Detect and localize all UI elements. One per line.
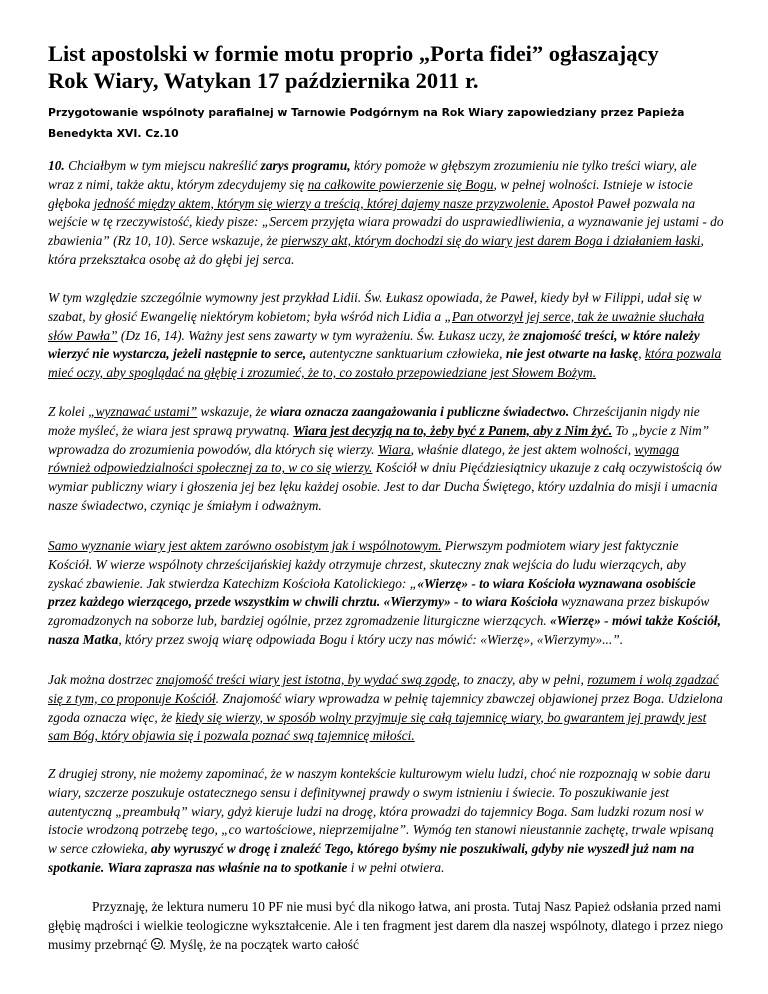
text-run: Apostoł Paweł pozwala na wejście w tę rzeczywistość, kiedy pisze: „Sercem przyjęta wiara prowadzi do usprawiedliwienia, a wyznawanie jej ustami - do zbawienia” (Rz 10, 10). Serce wskazuje, że <box>48 195 724 249</box>
text-run: wyznawana przez biskupów zgromadzonych na soborze lub, bardziej ogólnie, przez zgromadzenie liturgiczne wierzących. <box>48 594 710 629</box>
text-run: Chciałbym w tym miejscu nakreślić <box>64 158 261 173</box>
bold-run: Wiara zaprasza nas właśnie na to spotkanie <box>107 859 348 875</box>
text-run: , w pełnej wolności. Istnieje w istocie głęboka <box>48 176 693 211</box>
bold-run: «Wierzę» - mówi także Kościół, nasza Matka <box>48 613 721 647</box>
text-run: W tym względzie szczególnie wymowny jest przykład Lidii. Św. Łukasz opowiada, że Paweł, kiedy był w Filippi, udał się w szabat, by głosić Ewangelię niektórym kobietom; była wśród nich Lidia a „ <box>48 290 702 324</box>
text-run: . Myślę, że na początek warto całość <box>162 936 359 952</box>
underlined-run: pierwszy akt, którym dochodzi się do wiary jest darem Boga i działaniem łaski <box>281 233 701 249</box>
underlined-run: Wiara <box>377 441 411 457</box>
title-line-2: Rok Wiary, Watykan 17 października 2011 r. <box>48 68 479 93</box>
underlined-run: znajomość treści wiary jest istotna, by wydać swą zgodę <box>156 672 457 687</box>
text-run: , to znaczy, aby w pełni, <box>456 672 588 687</box>
text-run: Kościół w dniu Pięćdziesiątnicy ukazuje z całą oczywistością ów wymiar publiczny wiary i głoszenia jej bez lęku każdej osobie. Jest to dar Ducha Świętego, który uzdalnia do misji i umacnia nasze świadectwo, czyniąc je śmiałym i odważnym. <box>48 460 722 513</box>
underlined-run: jedność między aktem, którym się wierzy a treścią, której dajemy nasze przyzwolenie. <box>93 195 550 211</box>
underlined-run: „wyznawać ustami” <box>88 404 198 419</box>
bold-run: «Wierzę» - to wiara Kościoła wyznawana osobiście przez każdego wierzącego, przede wszystkim w chwili chrztu. «Wierzymy» - to wiara Kościoła <box>48 575 696 610</box>
text-run: Z kolei <box>48 404 89 419</box>
paragraph-wyznawac <box>48 403 724 516</box>
text-run: . Znajomość wiary wprowadza w pełnię tajemnicy zbawczej objawionej przez Boga. Udzielona zgoda oznacza więc, że <box>48 690 723 725</box>
underlined-run: wymaga również odpowiedzialności społecznej za to, w co się wierzy. <box>48 441 680 476</box>
text-run: autentyczne sanktuarium człowieka, <box>306 346 506 362</box>
paragraph-komentarz <box>48 898 724 954</box>
underlined-run: na całkowite powierzenie się Bogu <box>307 176 494 192</box>
paragraph-wyznanie <box>48 537 724 650</box>
underlined-run: rozumem i wolą zgadzać się z tym, co proponuje Kościół <box>48 672 719 706</box>
text-run: wskazuje, że <box>197 404 271 419</box>
document-title <box>48 40 728 94</box>
title-line-1: List apostolski w formie motu proprio „Porta fidei” ogłaszający <box>48 41 659 66</box>
text-run: i w pełni otwiera. <box>347 859 445 875</box>
underlined-run: Samo wyznanie wiary jest aktem zarówno osobistym jak i wspólnotowym. <box>48 538 442 553</box>
smiley-icon <box>151 938 163 950</box>
text-run: Chrześcijanin nigdy nie może myśleć, że wiara jest sprawą prywatną. <box>48 404 700 438</box>
text-run: , która przekształca osobę aż do głębi jej serca. <box>48 233 704 267</box>
bold-underlined-run: Wiara jest decyzją na to, żeby być z Panem, aby z Nim żyć. <box>293 422 613 438</box>
bold-run: nie jest otwarte na łaskę <box>505 346 639 362</box>
bold-run: aby wyruszyć w drogę i znaleźć Tego, którego byśmy nie poszukiwali, gdyby nie wyszedł już nam na spotkanie. <box>48 841 695 875</box>
paragraph-10 <box>48 157 724 270</box>
text-run: Jak można dostrzec <box>48 672 157 687</box>
paragraph-znajomosc <box>48 671 724 746</box>
underlined-run: kiedy się wierzy, w sposób wolny przyjmuje się całą tajemnicę wiary, bo gwarantem jej prawdy jest sam Bóg, który objawia się i pozwala poznać swą tajemnicę miłości. <box>48 709 707 744</box>
paragraph-number: 10. <box>48 158 65 173</box>
text-run: Pierwszym podmiotem wiary jest faktycznie Kościół. W wierze wspólnoty chrześcijańskiej każdy otrzymuje chrzest, skuteczny znak wejścia do ludu wierzących, aby zyskać zbawienie. Jak stwierdza Katechizm Kościoła Katolickiego: „ <box>48 538 686 591</box>
bold-run: zarys programu, <box>260 158 351 173</box>
text-run: , właśnie dlatego, że jest aktem wolności, <box>410 441 635 457</box>
text-run: Z drugiej strony, nie możemy zapominać, że w naszym kontekście kulturowym wielu ludzi, choć nie rozpoznają w sobie daru wiary, szczerze poszukuje ostatecznego sensu i definitywnej prawdy o swym istnieniu i świecie. To poszukiwanie jest autentyczną „preambułą” wiary, gdyż kieruje ludzi na drogę, która prowadzi do tajemnicy Boga. Sam ludzki rozum nosi w istocie wrodzoną potrzebę tego, „co wartościowe, nieprzemijalne”. Wymóg ten stanowi nieustannie zachętę, trwale wpisaną w serce człowieka, <box>48 766 714 857</box>
text-run: Przyznaję, że lektura numeru 10 PF nie musi być dla nikogo łatwa, ani prosta. Tutaj Nasz Papież odsłania przed nami głębię mądrości i wielkie teologiczne wykształcenie. Ale i ten fragment jest darem dla naszej wspólnoty, dlatego i przez niego musimy przebrnąć <box>48 899 724 952</box>
paragraph-druga-strona <box>48 765 724 878</box>
paragraph-lidia <box>48 289 724 383</box>
text-run: który pomoże w głębszym zrozumieniu nie tylko treści wiary, ale wraz z nimi, także aktu, którym zdecydujemy się <box>48 158 697 192</box>
bold-run: wiara oznacza zaangażowania i publiczne świadectwo. <box>270 404 570 419</box>
text-run: (Dz 16, 14). Ważny jest sens zawarty w tym wyrażeniu. Św. Łukasz uczy, że <box>117 327 524 343</box>
bold-run: znajomość treści, w które należy wierzyć nie wystarcza, jeżeli następnie to serce, <box>48 327 700 362</box>
text-run: To „bycie z Nim” wprowadza do zrozumienia powodów, dla których się wierzy. <box>48 422 710 457</box>
text-run: , <box>638 346 645 362</box>
text-run: , który przez swoją wiarę odpowiada Bogu i który uczy nas mówić: «Wierzę», «Wierzymy»...”. <box>118 631 624 647</box>
document-subtitle: Przygotowanie wspólnoty parafialnej w Tarnowie Podgórnym na Rok Wiary zapowiedziany przez Papieża Benedykta XVI. Cz.10 <box>48 106 685 140</box>
underlined-run: Pan otworzył jej serce, tak że uważnie słuchała słów Pawła” <box>48 308 705 343</box>
underlined-run: która pozwala mieć oczy, aby spoglądać na głębię i zrozumieć, że to, co zostało przepowiedziane jest Słowem Bożym. <box>48 346 722 381</box>
